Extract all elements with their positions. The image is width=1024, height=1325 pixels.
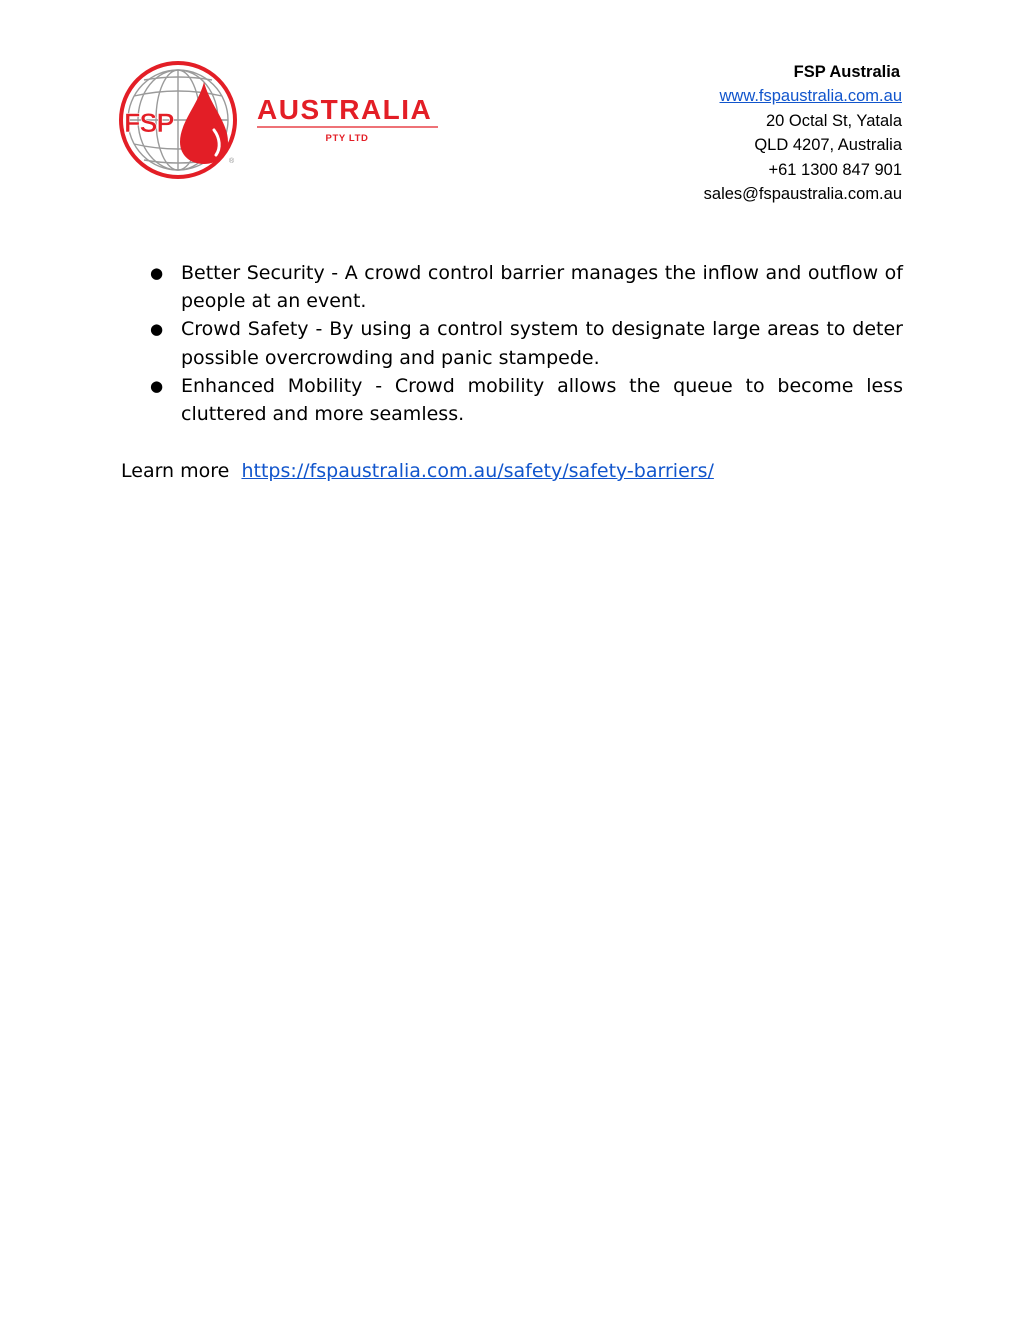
logo-registered-mark: ® xyxy=(229,158,235,165)
list-item xyxy=(128,315,903,371)
learn-more-line xyxy=(121,457,714,485)
list-item xyxy=(128,372,903,428)
address-line-1: 20 Octal St, Yatala xyxy=(765,111,902,130)
bullet-icon: ● xyxy=(150,320,164,339)
logo-wordmark: AUSTRALIA xyxy=(257,94,433,125)
list-item-text: Enhanced Mobility - Crowd mobility allows the queue to become less cluttered and more seamless. xyxy=(181,374,903,426)
list-item-text: Crowd Safety - By using a control system to designate large areas to deter possible overcrowding and panic stampede. xyxy=(181,318,903,369)
learn-more-link[interactable]: https://fspaustralia.com.au/safety/safety-barriers/ xyxy=(241,460,714,482)
company-name: FSP Australia xyxy=(793,63,900,81)
logo-badge-text: FSP xyxy=(124,108,174,138)
bullet-icon: ● xyxy=(150,376,164,395)
email-address: sales@fspaustralia.com.au xyxy=(703,185,902,204)
company-logo xyxy=(118,60,448,182)
list-item xyxy=(128,259,903,315)
learn-more-label: Learn more xyxy=(121,460,242,482)
bullet-icon: ● xyxy=(150,264,164,282)
phone-number: +61 1300 847 901 xyxy=(768,160,902,179)
website-link[interactable]: www.fspaustralia.com.au xyxy=(719,87,902,106)
logo-sub-wordmark: PTY LTD xyxy=(325,133,369,144)
contact-block xyxy=(704,60,902,206)
list-item-text: Better Security - A crowd control barrier manages the inflow and outflow of people at an event. xyxy=(181,262,903,313)
benefits-list xyxy=(128,259,903,428)
address-line-2: QLD 4207, Australia xyxy=(754,136,902,155)
